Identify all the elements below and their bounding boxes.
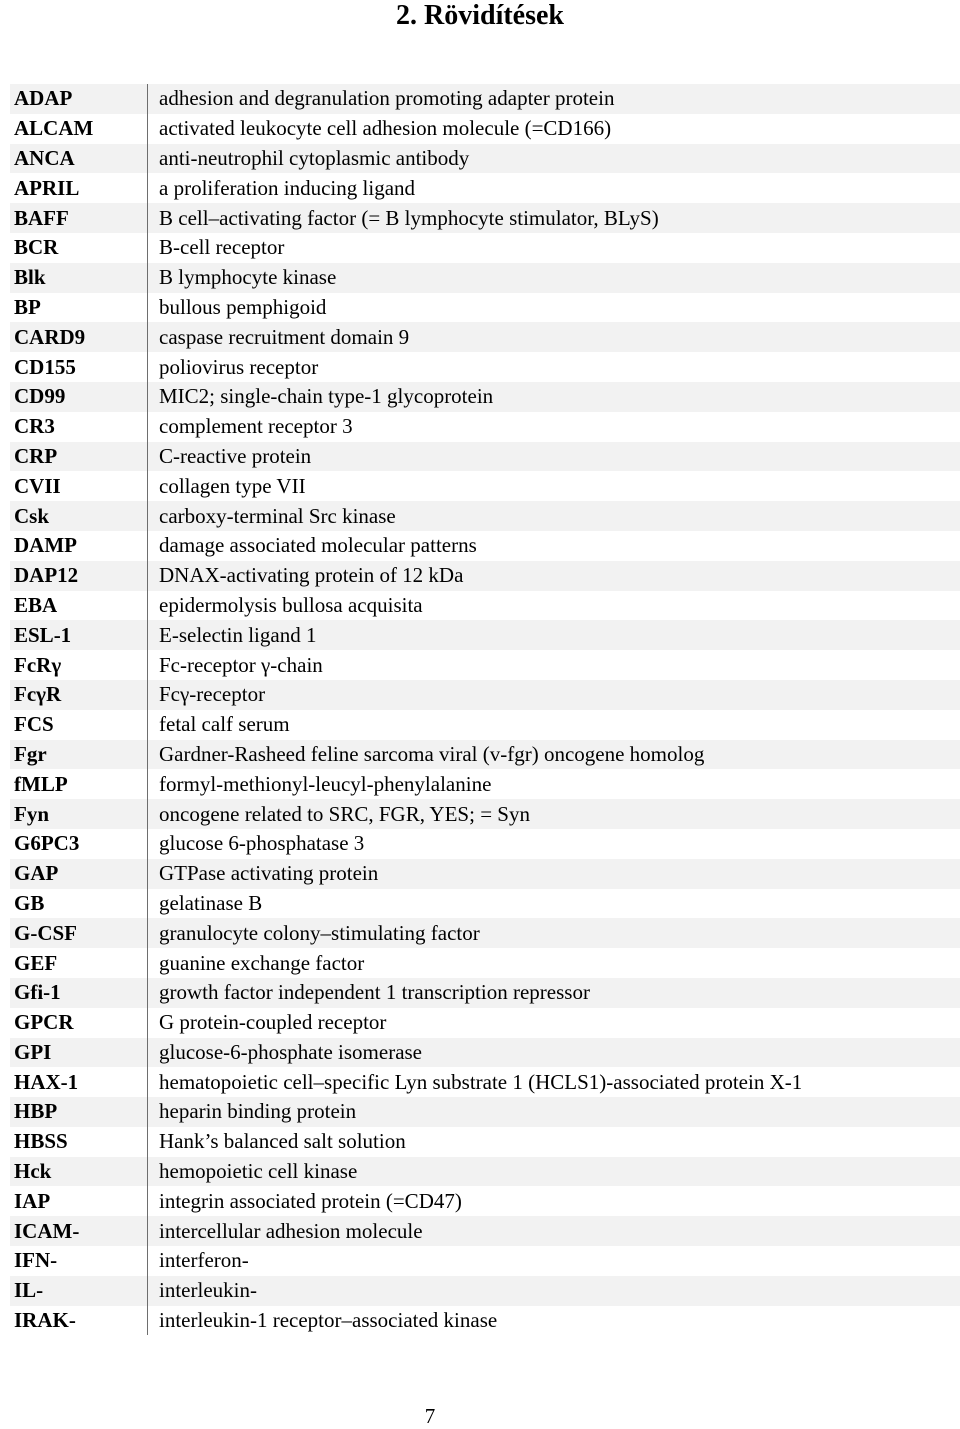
table-row: [10, 740, 960, 770]
definition-cell: B lymphocyte kinase: [159, 265, 337, 290]
abbreviation-cell: BP: [10, 293, 148, 323]
page-title: 2. Rövidítések: [396, 0, 564, 31]
definition-cell: anti-neutrophil cytoplasmic antibody: [159, 145, 470, 170]
abbreviation-cell: G6PC3: [10, 829, 148, 859]
definition-cell: GTPase activating protein: [159, 861, 379, 886]
definition-cell: integrin associated protein (=CD47): [159, 1188, 462, 1213]
definition-cell: epidermolysis bullosa acquisita: [159, 592, 423, 617]
abbreviation-cell: EBA: [10, 591, 148, 621]
abbreviation-cell: CD99: [10, 382, 148, 412]
table-row: [10, 322, 960, 352]
abbreviation-cell: ADAP: [10, 84, 148, 114]
definition-cell: Fcγ-receptor: [159, 682, 266, 707]
definition-cell: collagen type VII: [159, 473, 306, 498]
table-row: [10, 680, 960, 710]
definition-cell: poliovirus receptor: [159, 354, 319, 379]
table-row: [10, 1038, 960, 1068]
abbreviation-cell: ICAM-: [10, 1216, 148, 1246]
table-row: [10, 1216, 960, 1246]
abbreviation-cell: IL-: [10, 1276, 148, 1306]
table-row: [10, 531, 960, 561]
definition-cell: formyl-methionyl-leucyl-phenylalanine: [159, 771, 492, 796]
definition-cell: damage associated molecular patterns: [159, 533, 477, 558]
table-row: [10, 293, 960, 323]
table-row: [10, 203, 960, 233]
table-row: [10, 263, 960, 293]
definition-cell: bullous pemphigoid: [159, 294, 327, 319]
table-row: [10, 382, 960, 412]
abbreviation-cell: IRAK-: [10, 1306, 148, 1336]
table-row: [10, 591, 960, 621]
table-row: [10, 1246, 960, 1276]
table-row: [10, 859, 960, 889]
definition-cell: caspase recruitment domain 9: [159, 324, 410, 349]
abbreviation-cell: GB: [10, 889, 148, 919]
abbreviation-cell: DAP12: [10, 561, 148, 591]
definition-cell: hematopoietic cell–specific Lyn substrate 1 (HCLS1)-associated protein X-1: [159, 1069, 803, 1094]
definition-cell: fetal calf serum: [159, 712, 290, 737]
abbreviation-cell: IFN-: [10, 1246, 148, 1276]
table-row: [10, 1306, 960, 1336]
definition-cell: a proliferation inducing ligand: [159, 175, 416, 200]
definition-cell: complement receptor 3: [159, 414, 353, 439]
table-row: [10, 799, 960, 829]
table-row: [10, 620, 960, 650]
definition-cell: activated leukocyte cell adhesion molecule (=CD166): [159, 116, 612, 141]
table-row: [10, 1097, 960, 1127]
abbreviation-cell: APRIL: [10, 173, 148, 203]
abbreviation-cell: BCR: [10, 233, 148, 263]
definition-cell: carboxy-terminal Src kinase: [159, 503, 396, 528]
definition-cell: C-reactive protein: [159, 443, 312, 468]
definition-cell: Gardner-Rasheed feline sarcoma viral (v-fgr) oncogene homolog: [159, 741, 705, 766]
definition-cell: gelatinase B: [159, 890, 263, 915]
abbreviation-cell: Csk: [10, 501, 148, 531]
table-row: [10, 84, 960, 114]
definition-cell: B cell–activating factor (= B lymphocyte stimulator, BLyS): [159, 205, 659, 230]
definition-cell: interleukin-1 receptor–associated kinase: [159, 1308, 498, 1333]
definition-cell: E-selectin ligand 1: [159, 622, 317, 647]
table-row: [10, 1186, 960, 1216]
abbreviation-cell: CARD9: [10, 322, 148, 352]
abbreviation-cell: HAX-1: [10, 1067, 148, 1097]
definition-cell: guanine exchange factor: [159, 950, 365, 975]
definition-cell: intercellular adhesion molecule: [159, 1218, 423, 1243]
abbreviation-cell: IAP: [10, 1186, 148, 1216]
abbreviation-cell: BAFF: [10, 203, 148, 233]
table-row: [10, 471, 960, 501]
table-row: [10, 442, 960, 472]
definition-cell: glucose 6-phosphatase 3: [159, 831, 365, 856]
abbreviation-cell: Hck: [10, 1157, 148, 1187]
definition-cell: interferon-: [159, 1248, 249, 1273]
definition-cell: adhesion and degranulation promoting adapter protein: [159, 86, 615, 111]
page-number: 7: [424, 1404, 436, 1428]
abbreviation-cell: HBSS: [10, 1127, 148, 1157]
abbreviation-cell: HBP: [10, 1097, 148, 1127]
abbreviation-cell: CR3: [10, 412, 148, 442]
table-row: [10, 1008, 960, 1038]
table-row: [10, 889, 960, 919]
abbreviation-cell: CRP: [10, 442, 148, 472]
table-row: [10, 1276, 960, 1306]
table-row: [10, 1157, 960, 1187]
definition-cell: oncogene related to SRC, FGR, YES; = Syn: [159, 801, 530, 826]
table-row: [10, 948, 960, 978]
table-row: [10, 114, 960, 144]
definition-cell: DNAX-activating protein of 12 kDa: [159, 563, 464, 588]
definition-cell: G protein-coupled receptor: [159, 1010, 387, 1035]
abbreviation-cell: G-CSF: [10, 918, 148, 948]
abbreviations-table: [10, 84, 960, 1335]
abbreviation-cell: FcRγ: [10, 650, 148, 680]
definition-cell: Hank’s balanced salt solution: [159, 1129, 406, 1154]
definition-cell: glucose-6-phosphate isomerase: [159, 1039, 423, 1064]
table-row: [10, 978, 960, 1008]
abbreviations-table-body: [10, 84, 960, 1335]
abbreviation-cell: ALCAM: [10, 114, 148, 144]
abbreviation-cell: FCS: [10, 710, 148, 740]
abbreviation-cell: GAP: [10, 859, 148, 889]
abbreviation-cell: ESL-1: [10, 620, 148, 650]
definition-cell: interleukin-: [159, 1278, 257, 1303]
table-row: [10, 412, 960, 442]
definition-cell: Fc-receptor γ-chain: [159, 652, 323, 677]
abbreviation-cell: Gfi-1: [10, 978, 148, 1008]
abbreviation-cell: Fgr: [10, 740, 148, 770]
definition-cell: growth factor independent 1 transcription repressor: [159, 980, 590, 1005]
definition-cell: granulocyte colony–stimulating factor: [159, 920, 480, 945]
table-row: [10, 561, 960, 591]
abbreviation-cell: Blk: [10, 263, 148, 293]
table-row: [10, 1127, 960, 1157]
abbreviation-cell: GPCR: [10, 1008, 148, 1038]
definition-cell: hemopoietic cell kinase: [159, 1159, 358, 1184]
table-row: [10, 173, 960, 203]
table-row: [10, 352, 960, 382]
abbreviation-cell: ANCA: [10, 144, 148, 174]
abbreviation-cell: CVII: [10, 471, 148, 501]
table-row: [10, 144, 960, 174]
abbreviation-cell: fMLP: [10, 769, 148, 799]
table-row: [10, 1067, 960, 1097]
abbreviation-cell: GEF: [10, 948, 148, 978]
abbreviation-cell: Fyn: [10, 799, 148, 829]
table-row: [10, 233, 960, 263]
definition-cell: heparin binding protein: [159, 1099, 357, 1124]
table-row: [10, 769, 960, 799]
definition-cell: MIC2; single-chain type-1 glycoprotein: [159, 384, 494, 409]
abbreviation-cell: FcγR: [10, 680, 148, 710]
table-row: [10, 829, 960, 859]
table-row: [10, 710, 960, 740]
abbreviation-cell: GPI: [10, 1038, 148, 1068]
table-row: [10, 918, 960, 948]
abbreviation-cell: CD155: [10, 352, 148, 382]
definition-cell: B-cell receptor: [159, 235, 285, 260]
table-row: [10, 650, 960, 680]
table-row: [10, 501, 960, 531]
abbreviation-cell: DAMP: [10, 531, 148, 561]
